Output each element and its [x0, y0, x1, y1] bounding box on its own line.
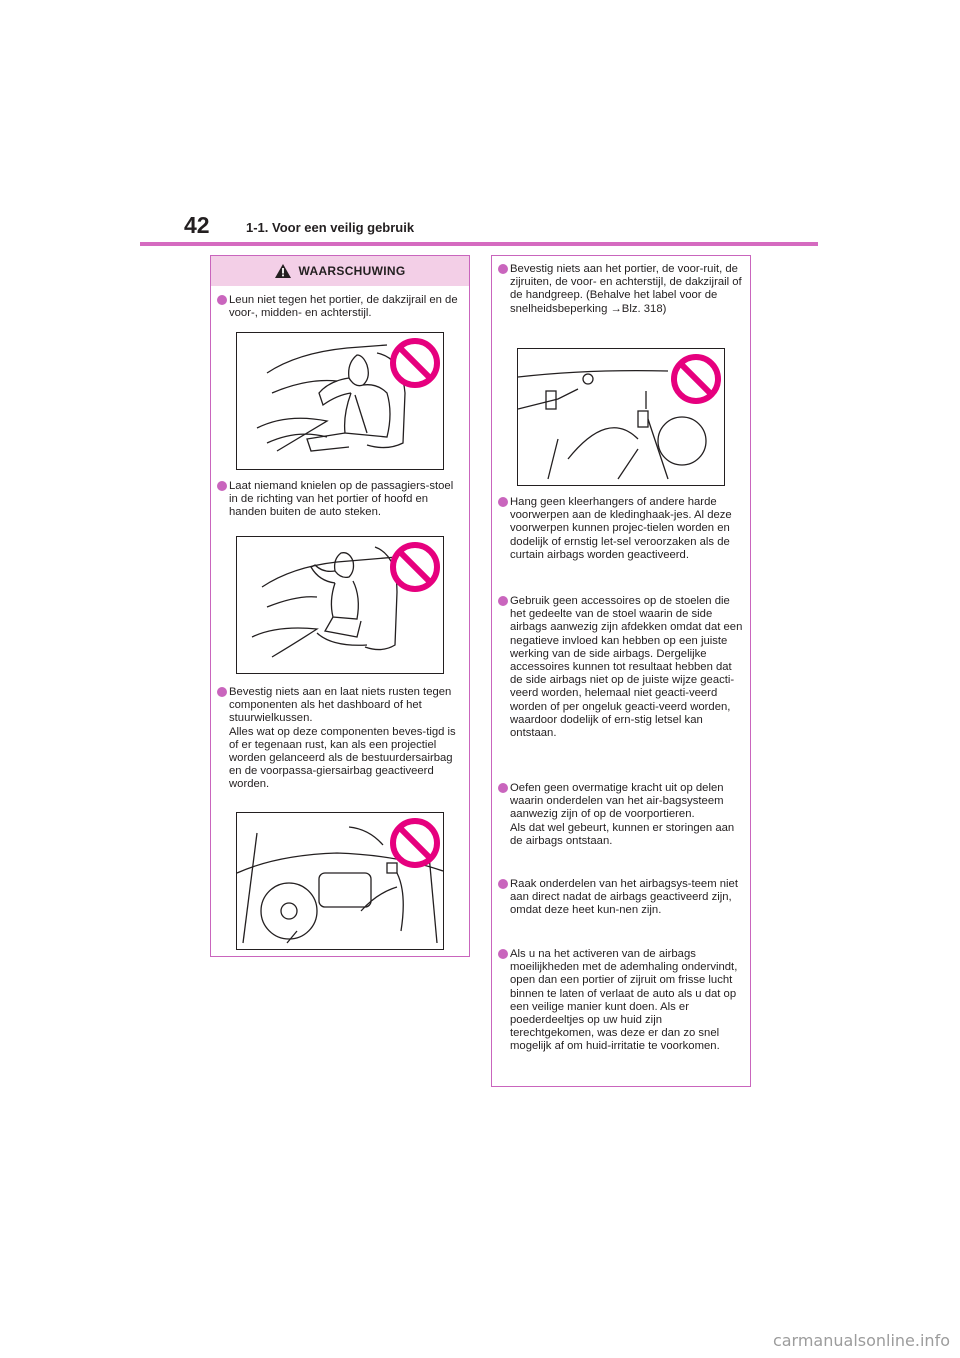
- bullet-dot: [498, 264, 508, 274]
- bullet-text: Bevestig niets aan het portier, de voor-ruit, de zijruiten, de voor- en achterstijl, de dakzijrail of de handgreep. (Behalve het label voor de snelheidsbeperking →Blz. 318): [510, 263, 742, 315]
- bullet-dot: [498, 949, 508, 959]
- watermark: carmanualsonline.info: [772, 1331, 950, 1350]
- bullet-text: Gebruik geen accessoires op de stoelen die het gedeelte van de stoel waarin de side airbags aanwezig zijn afdekken omdat dat een negatieve invloed kan hebben op een juiste werking van de side airbags. Dergelijke accessoires kunnen tot resultaat hebben dat de side airbags niet op de juiste wijze geacti-veerd worden, helemaal niet geacti-veerd worden of per ongeluk geacti-veerd worden, waardoor dodelijk of ern-stig letsel kan ontstaan.: [510, 595, 743, 740]
- bullet-text: Raak onderdelen van het airbagsys-teem niet aan direct nadat de airbags geactiveerd zijn, omdat deze heet kun-nen zijn.: [510, 878, 738, 917]
- bullet-dot: [217, 687, 227, 697]
- bullet-text: Oefen geen overmatige kracht uit op delen waarin onderdelen van het air-bagsysteem aanwezig zijn of op de voorportieren. Als dat wel gebeurt, kunnen er storingen aan de airbags ontstaan.: [510, 782, 735, 847]
- list-item: [498, 878, 744, 918]
- bullet-text: Laat niemand knielen op de passagiers-stoel in de richting van het portier of hoofd en handen buiten de auto steken.: [229, 480, 454, 519]
- list-item: [217, 686, 463, 792]
- bullet-dot: [498, 783, 508, 793]
- list-item: [498, 782, 744, 848]
- bullet-text: Hang geen kleerhangers of andere harde voorwerpen aan de kledinghaak-jes. Al deze voorwerpen kunnen projec-tielen worden en dodelijk of ernstig let-sel veroorzaken als de curtain airbags worden geactiveerd.: [510, 496, 732, 561]
- warning-box-right: [491, 255, 751, 1087]
- no-entry-icon: [393, 545, 437, 589]
- warning-header: [211, 256, 469, 286]
- list-item: [498, 496, 744, 562]
- bullet-dot: [498, 596, 508, 606]
- bullet-text: Leun niet tegen het portier, de dakzijrail en de voor-, midden- en achterstijl.: [229, 294, 458, 320]
- illustration-kneeling-on-seat: [236, 536, 444, 674]
- section-title: 1-1. Voor een veilig gebruik: [246, 220, 415, 235]
- illustration-items-on-dashboard: [236, 812, 444, 950]
- list-item: [498, 263, 744, 316]
- page-number: 42: [184, 212, 210, 238]
- list-item: [217, 480, 463, 520]
- list-item: [498, 948, 744, 1054]
- no-entry-icon: [393, 341, 437, 385]
- warning-box-left: [210, 255, 470, 957]
- bullet-text: Bevestig niets aan en laat niets rusten tegen componenten als het dashboard of het stuurwielkussen. Alles wat op deze componenten beves-tigd is of er tegenaan rust, kan als een projectiel worden gelanceerd als de bestuurdersairbag en de voorpassa-giersairbag geactiveerd worden.: [229, 686, 456, 791]
- bullet-dot: [217, 481, 227, 491]
- list-item: [217, 294, 463, 320]
- bullet-dot: [217, 295, 227, 305]
- bullet-dot: [498, 879, 508, 889]
- no-entry-icon: [674, 357, 718, 401]
- list-item: [498, 595, 744, 740]
- no-entry-icon: [393, 821, 437, 865]
- warning-title: WAARSCHUWING: [298, 264, 406, 278]
- header-rule: [140, 242, 818, 246]
- bullet-text: Als u na het activeren van de airbags moeilijkheden met de ademhaling ondervindt, open dan een portier of zijruit om frisse lucht binnen te laten of verlaat de auto als u dat op een veilige manier kunt doen. Als er poederdeeltjes op uw huid zijn terechtgekomen, was deze er dan zo snel mogelijk af om huid-irritatie te voorkomen.: [510, 948, 738, 1053]
- illustration-items-on-pillars: [517, 348, 725, 486]
- bullet-dot: [498, 497, 508, 507]
- warning-triangle-icon: [275, 264, 291, 278]
- illustration-leaning-on-door: [236, 332, 444, 470]
